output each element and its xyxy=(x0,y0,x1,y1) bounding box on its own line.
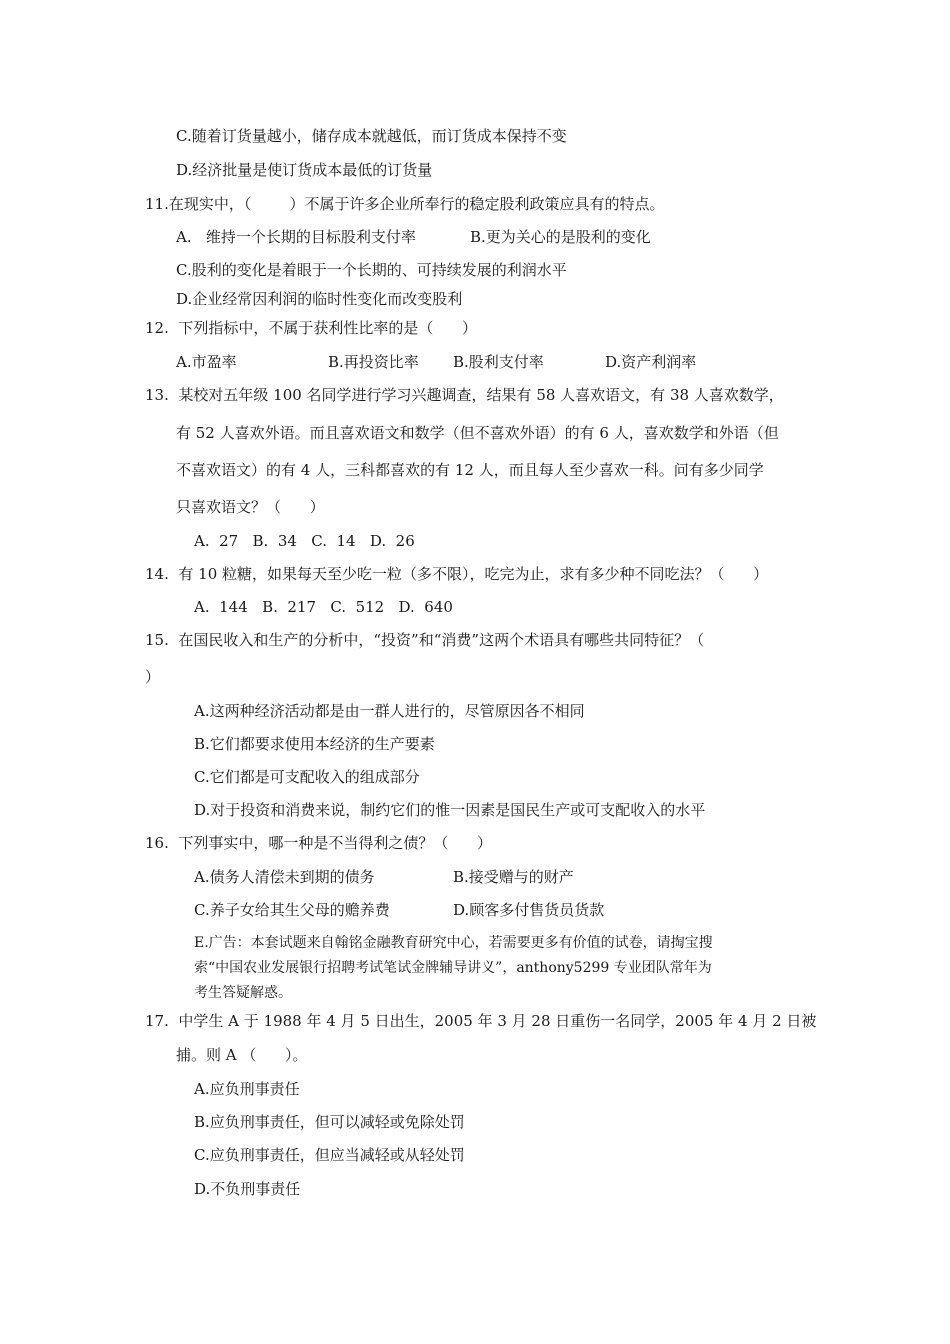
q15-option-a: A.这两种经济活动都是由一群人进行的，尽管原因各不相同 xyxy=(194,702,585,720)
q17-option-a: A.应负刑事责任 xyxy=(194,1080,300,1098)
ad-line-1: E.广告：本套试题来自翰铭金融教育研究中心，若需要更多有价值的试卷，请掏宝搜 xyxy=(194,935,713,951)
q15-stem-line-1: 15. 在国民收入和生产的分析中，“投资”和“消费”这两个术语具有哪些共同特征？（ xyxy=(145,631,705,649)
q12-option-b: B.再投资比率 xyxy=(328,353,419,371)
q15-option-d: D.对于投资和消费来说，制约它们的惟一因素是国民生产或可支配收入的水平 xyxy=(194,801,706,819)
q13-stem-line-4: 只喜欢语文？（ ） xyxy=(176,498,325,516)
q13-stem-line-2: 有 52 人喜欢外语。而且喜欢语文和数学（但不喜欢外语）的有 6 人，喜欢数学和外语（但 xyxy=(176,424,779,442)
q15-stem-line-2: ） xyxy=(145,668,161,686)
q17-option-d: D.不负刑事责任 xyxy=(194,1180,301,1198)
q16-option-d: D.顾客多付售货员货款 xyxy=(453,901,605,919)
q11-stem: 11.在现实中，（ ）不属于许多企业所奉行的稳定股利政策应具有的特点。 xyxy=(145,195,665,213)
q16-option-c: C.养子女给其生父母的赡养费 xyxy=(194,901,390,919)
ad-line-3: 考生答疑解惑。 xyxy=(194,985,292,1001)
q14-options: A. 144 B. 217 C. 512 D. 640 xyxy=(194,598,453,616)
q11-option-a: A. 维持一个长期的目标股利支付率 xyxy=(176,228,416,246)
q14-stem: 14. 有 10 粒糖，如果每天至少吃一粒（多不限），吃完为止，求有多少种不同吃法？（ ） xyxy=(145,565,769,583)
q17-option-c: C.应负刑事责任，但应当减轻或从轻处罚 xyxy=(194,1146,465,1164)
q17-option-b: B.应负刑事责任，但可以减轻或免除处罚 xyxy=(194,1113,465,1131)
q12-stem: 12. 下列指标中，不属于获利性比率的是（ ） xyxy=(145,319,478,337)
q12-option-d: D.资产利润率 xyxy=(605,353,697,371)
q13-stem-line-1: 13. 某校对五年级 100 名同学进行学习兴趣调查，结果有 58 人喜欢语文，有 38 人喜欢数学， xyxy=(145,386,784,404)
q11-option-b: B.更为关心的是股利的变化 xyxy=(470,228,651,246)
q16-stem: 16. 下列事实中，哪一种是不当得利之债？（ ） xyxy=(145,834,493,852)
q13-options: A. 27 B. 34 C. 14 D. 26 xyxy=(194,532,415,550)
q15-option-c: C.它们都是可支配收入的组成部分 xyxy=(194,768,420,786)
q10-option-d: D.经济批量是使订货成本最低的订货量 xyxy=(176,161,433,179)
q12-option-a: A.市盈率 xyxy=(176,353,237,371)
q17-stem-line-2: 捕。则 A （ ）。 xyxy=(176,1046,308,1064)
q13-stem-line-3: 不喜欢语文）的有 4 人，三科都喜欢的有 12 人，而且每人至少喜欢一科。问有多少同学 xyxy=(176,461,764,479)
q16-option-a: A.债务人清偿未到期的债务 xyxy=(194,868,375,886)
ad-line-2: 索“中国农业发展银行招聘考试笔试金牌辅导讲义”，anthony5299 专业团队常年为 xyxy=(194,960,712,976)
q17-stem-line-1: 17. 中学生 A 于 1988 年 4 月 5 日出生，2005 年 3 月 28 日重伤一名同学，2005 年 4 月 2 日被 xyxy=(145,1012,817,1030)
q15-option-b: B.它们都要求使用本经济的生产要素 xyxy=(194,735,435,753)
q12-option-c: B.股利支付率 xyxy=(453,353,544,371)
q11-option-c: C.股利的变化是着眼于一个长期的、可持续发展的利润水平 xyxy=(176,261,567,279)
q10-option-c: C.随着订货量越小，储存成本就越低，而订货成本保持不变 xyxy=(176,127,567,145)
q11-option-d: D.企业经常因利润的临时性变化而改变股利 xyxy=(176,290,463,308)
q16-option-b: B.接受赠与的财产 xyxy=(453,868,574,886)
